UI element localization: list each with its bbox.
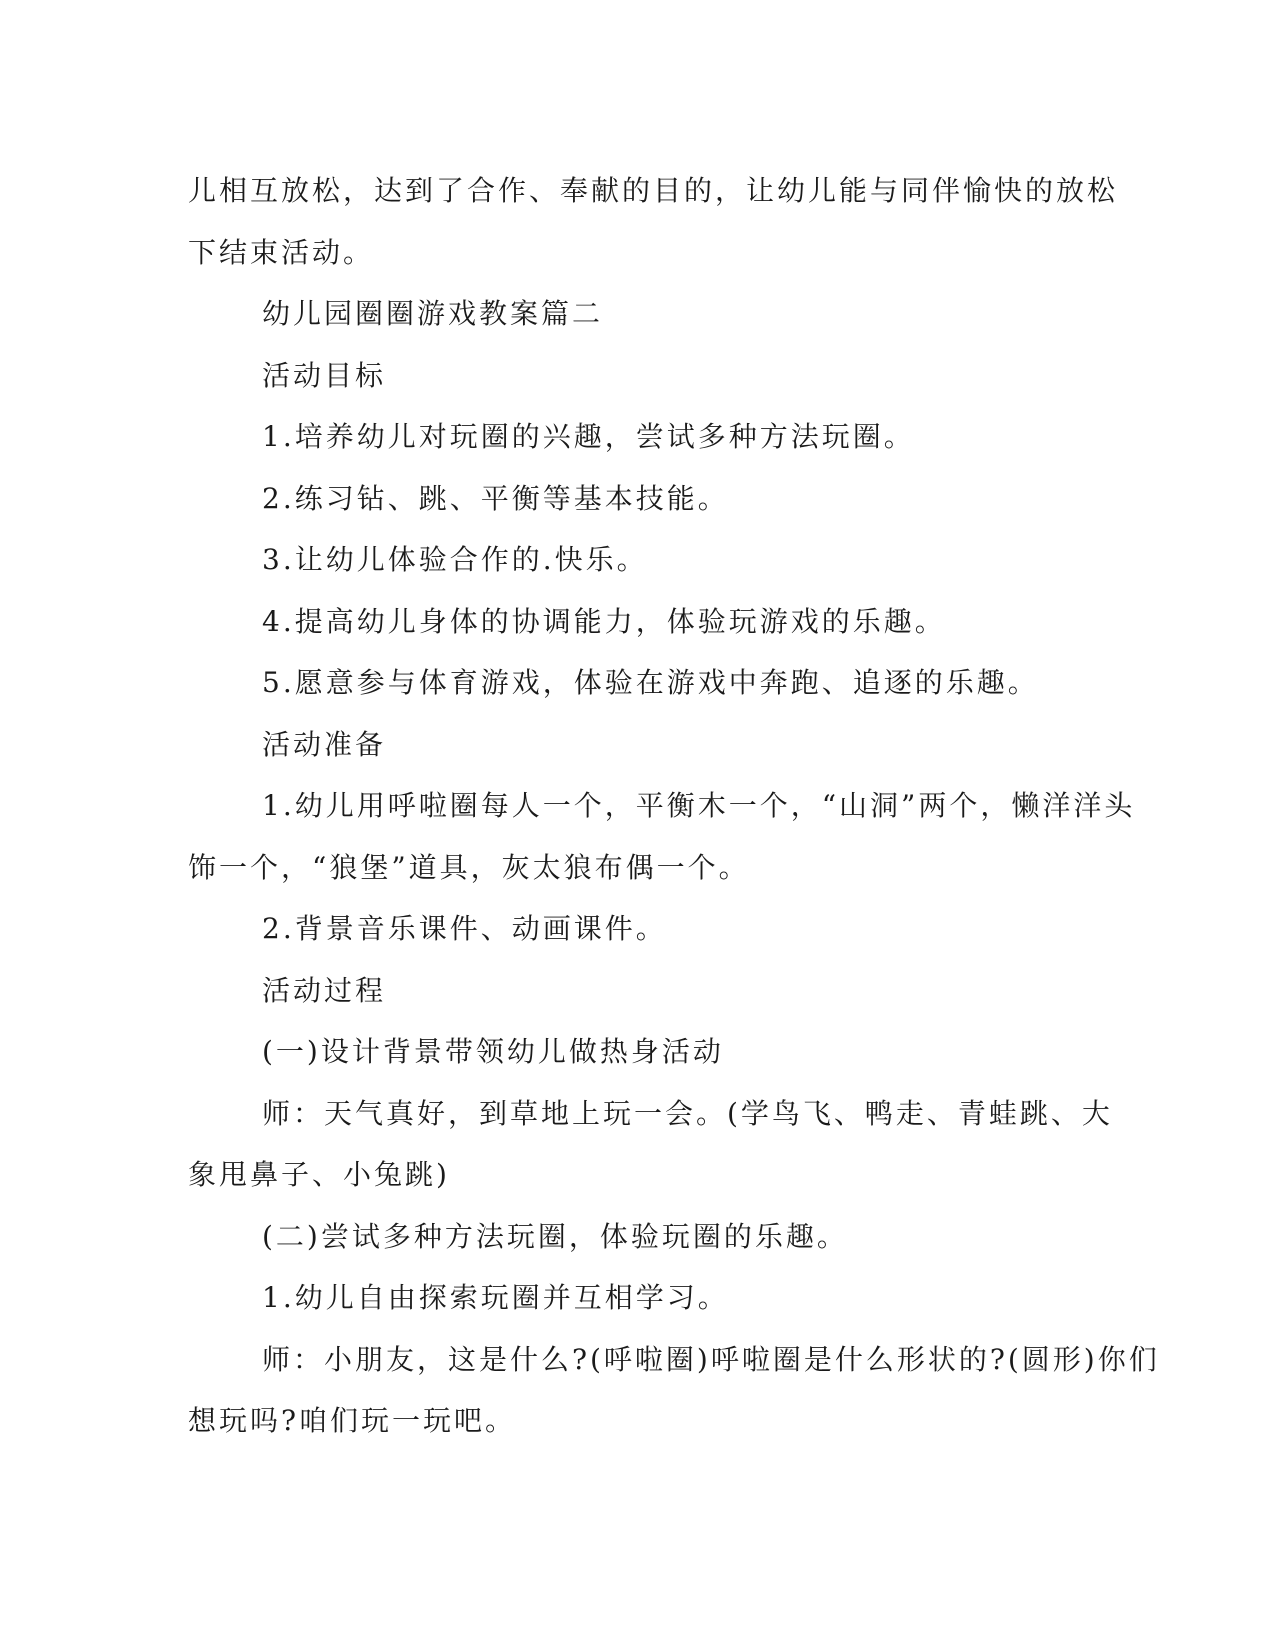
document-body [188,160,1160,1452]
preparation-item: 1.幼儿用呼啦圈每人一个，平衡木一个，“山洞”两个，懒洋洋头 [262,789,1136,822]
section-heading-process: 活动过程 [262,973,387,1007]
process-paragraph: 师：天气真好，到草地上玩一会。(学鸟飞、鸭走、青蛙跳、大 [262,1096,1113,1130]
process-paragraph: 师：小朋友，这是什么?(呼啦圈)呼啦圈是什么形状的?(圆形)你们 [262,1342,1160,1376]
process-step-heading: (一)设计背景带领幼儿做热身活动 [262,1035,724,1068]
section-heading-goals: 活动目标 [262,358,387,392]
paragraph-continuation: 下结束活动。 [188,235,375,269]
process-paragraph-continuation: 想玩吗?咱们玩一玩吧。 [188,1404,517,1437]
process-paragraph: 1.幼儿自由探索玩圈并互相学习。 [262,1281,729,1314]
paragraph-continuation: 儿相互放松，达到了合作、奉献的目的，让幼儿能与同伴愉快的放松 [188,174,1119,207]
goal-item: 3.让幼儿体验合作的.快乐。 [262,543,648,576]
preparation-item: 2.背景音乐课件、动画课件。 [262,912,667,945]
section-heading-preparation: 活动准备 [262,727,387,761]
process-step-heading: (二)尝试多种方法玩圈，体验玩圈的乐趣。 [262,1219,848,1253]
preparation-item-continuation: 饰一个，“狼堡”道具，灰太狼布偶一个。 [188,850,750,884]
section-title: 幼儿园圈圈游戏教案篇二 [262,297,604,330]
process-paragraph-continuation: 象甩鼻子、小兔跳) [188,1158,450,1191]
goal-item: 2.练习钻、跳、平衡等基本技能。 [262,481,729,515]
goal-item: 4.提高幼儿身体的协调能力，体验玩游戏的乐趣。 [262,604,946,638]
goal-item: 1.培养幼儿对玩圈的兴趣，尝试多种方法玩圈。 [262,420,915,453]
goal-item: 5.愿意参与体育游戏，体验在游戏中奔跑、追逐的乐趣。 [262,666,1039,699]
